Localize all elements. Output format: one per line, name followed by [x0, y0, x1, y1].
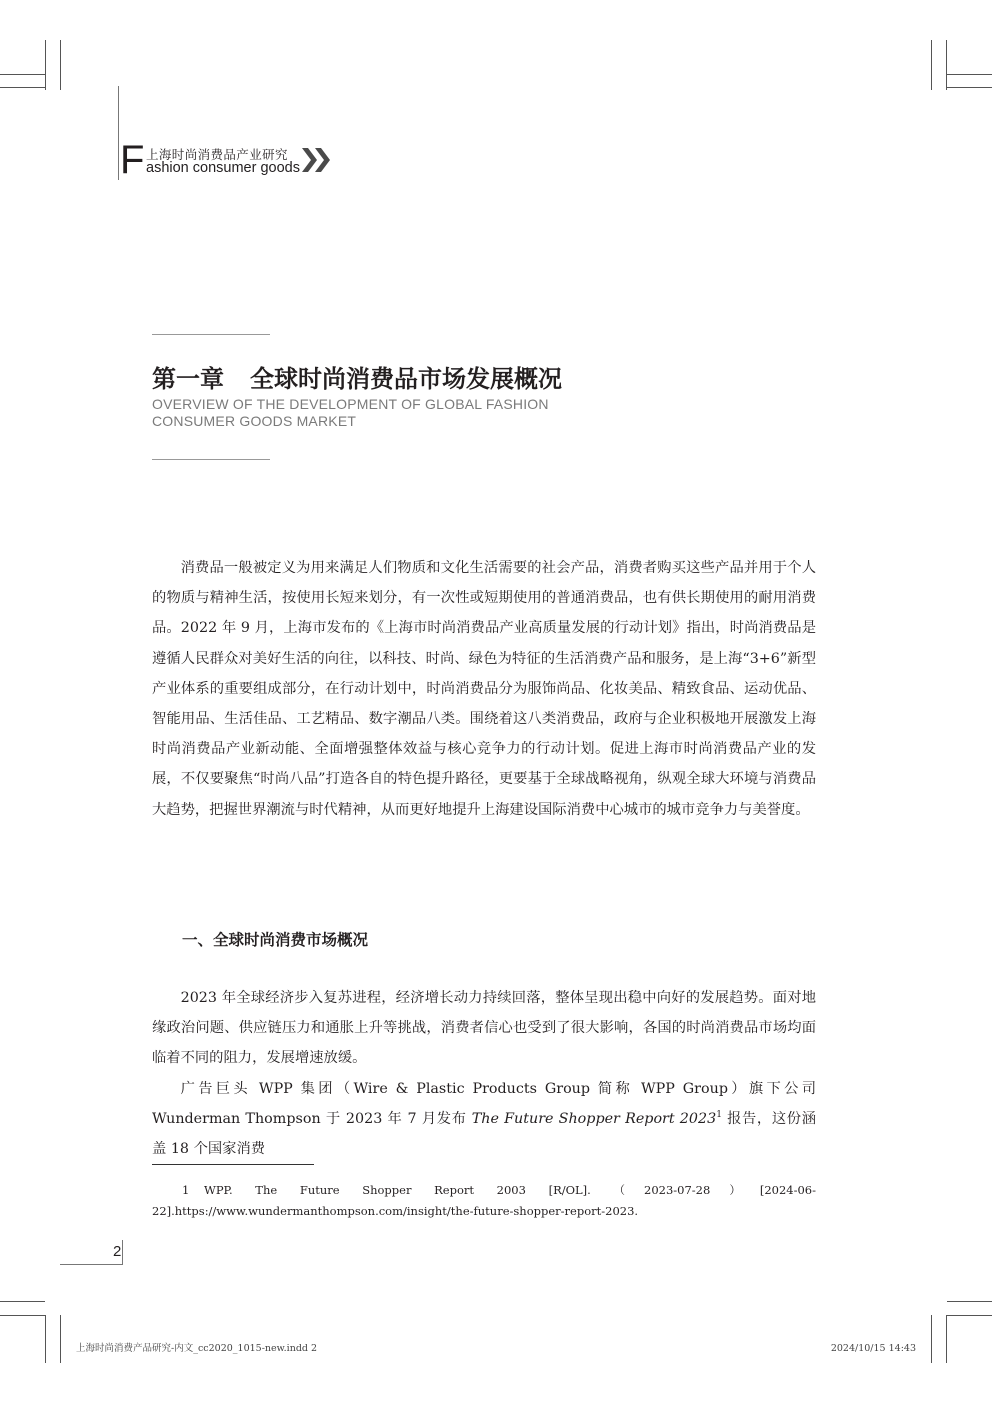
footnote-text: WPP. The Future Shopper Report 2003 [R/OL]. （2023-07-28）[2024-06-22].https://www.wundermanthompson.com/insight/the-future-shopper-report-2023. [152, 1183, 816, 1218]
crop-mark [60, 1315, 61, 1363]
footnote-number: 1 [182, 1183, 190, 1197]
crop-mark [0, 1301, 45, 1302]
double-chevron-right-icon [302, 148, 332, 172]
header-en-title: ashion consumer goods [146, 160, 300, 176]
chapter-name: 全球时尚消费品市场发展概况 [250, 365, 562, 393]
crop-mark [947, 1301, 992, 1302]
page-number: 2 [113, 1243, 122, 1260]
crop-mark [45, 40, 46, 90]
page-number-rule [122, 1240, 123, 1264]
section-body [152, 983, 816, 1164]
crop-mark [60, 40, 61, 90]
crop-mark [45, 1315, 46, 1363]
chapter-en-line-1: OVERVIEW OF THE DEVELOPMENT OF GLOBAL FASHION [152, 396, 549, 412]
chapter-number: 第一章 [152, 365, 224, 393]
chapter-rule-top [152, 334, 270, 335]
slug-timestamp: 2024/10/15 14:43 [830, 1343, 916, 1354]
intro-block [152, 553, 816, 825]
section-heading: 一、全球时尚消费市场概况 [182, 931, 369, 949]
section-paragraph-2 [152, 1074, 816, 1165]
header-big-letter: F [120, 138, 145, 182]
footnote-ref: 1 [716, 1110, 722, 1121]
crop-mark [0, 74, 45, 75]
intro-paragraph: 消费品一般被定义为用来满足人们物质和文化生活需要的社会产品，消费者购买这些产品并用于个人的物质与精神生活，按使用长短来划分，有一次性或短期使用的普通消费品，也有供长期使用的耐用消费品。2022 年 9 月，上海市发布的《上海市时尚消费品产业高质量发展的行动计划》指出，时尚消费品是遵循人民群众对美好生活的向往，以科技、时尚、绿色为特征的生活消费产品和服务，是上海“3+6”新型产业体系的重要组成部分，在行动计划中，时尚消费品分为服饰尚品、化妆美品、精致食品、运动优品、智能用品、生活佳品、工艺精品、数字潮品八类。围绕着这八类消费品，政府与企业积极地开展激发上海时尚消费品产业新动能、全面增强整体效益与核心竞争力的行动计划。促进上海市时尚消费品产业的发展，不仅要聚焦“时尚八品”打造各自的特色提升路径，更要基于全球战略视角，纵观全球大环境与消费品大趋势，把握世界潮流与时代精神，从而更好地提升上海建设国际消费中心城市的城市竞争力与美誉度。 [152, 560, 816, 818]
crop-mark [0, 1315, 45, 1316]
crop-mark [931, 40, 932, 90]
header-rule [118, 86, 119, 180]
crop-mark [947, 74, 992, 75]
crop-mark [946, 40, 947, 90]
footnote [152, 1180, 816, 1222]
section-paragraph-1: 2023 年全球经济步入复苏进程，经济增长动力持续回落，整体呈现出稳中向好的发展趋势。面对地缘政治问题、供应链压力和通胀上升等挑战，消费者信心也受到了很大影响，各国的时尚消费品市场均面临着不同的阻力，发展增速放缓。 [152, 990, 816, 1067]
footnote-rule [152, 1164, 314, 1165]
crop-mark [947, 1315, 992, 1316]
chapter-rule-bottom [152, 459, 270, 460]
chapter-title [152, 364, 562, 394]
crop-mark [0, 87, 45, 88]
page-number-rule [60, 1264, 123, 1265]
report-title: The Future Shopper Report 2023 [471, 1110, 717, 1127]
slug-file-name: 上海时尚消费产品研究-内文_cc2020_1015-new.indd 2 [76, 1343, 318, 1354]
para2-text-after: 报告，这份涵盖 18 个国家消费 [152, 1110, 816, 1158]
crop-mark [947, 87, 992, 88]
crop-mark [946, 1315, 947, 1363]
crop-mark [931, 1315, 932, 1363]
header-cn-title: 上海时尚消费品产业研究 [146, 147, 288, 162]
para2-text-before: 广告巨头 WPP 集团（Wire & Plastic Products Group 简称 WPP Group）旗下公司 Wunderman Thompson 于 2023 年 7 月发布 [152, 1080, 816, 1127]
chapter-en-subtitle [152, 396, 572, 430]
chapter-en-line-2: CONSUMER GOODS MARKET [152, 413, 357, 429]
